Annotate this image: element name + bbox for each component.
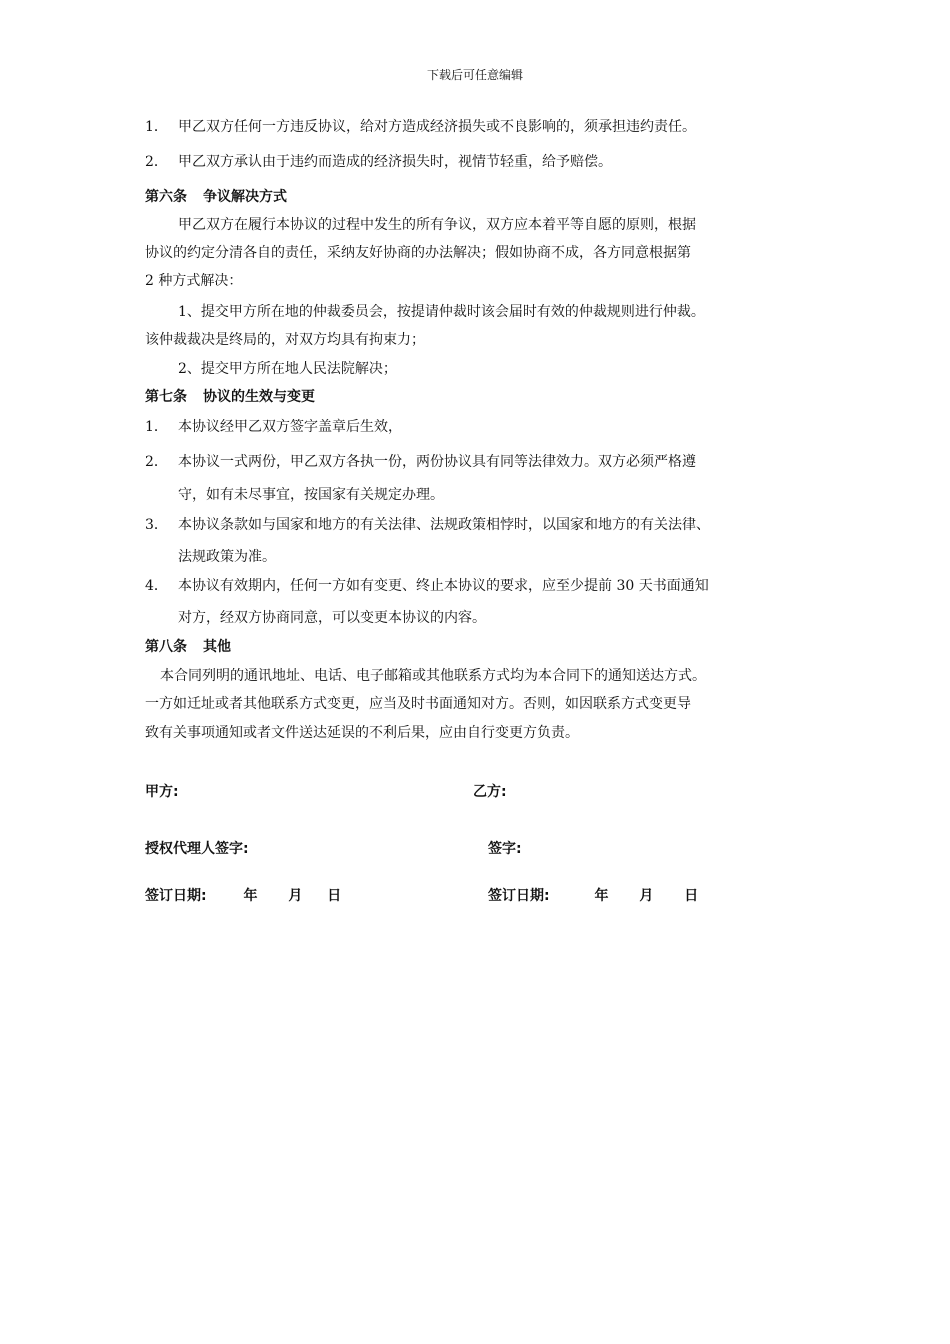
paragraph-line: 甲乙双方在履行本协议的过程中发生的所有争议，双方应本着平等自愿的原则，根据 <box>178 217 696 233</box>
item-number: 2． <box>145 454 168 470</box>
item-continuation: 守，如有未尽事宜，按国家有关规定办理。 <box>178 487 444 503</box>
year-label: 年 <box>594 888 609 904</box>
signature-label: 签字: <box>488 841 522 857</box>
section-title: 协议的生效与变更 <box>203 389 315 405</box>
paragraph-line: 协议的约定分清各自的责任，采纳友好协商的办法解决；假如协商不成，各方同意根据第 <box>145 245 691 261</box>
month-label: 月 <box>288 888 303 904</box>
item-text: 本协议有效期内，任何一方如有变更、终止本协议的要求，应至少提前 30 天书面通知 <box>178 578 709 594</box>
date-label: 签订日期: <box>488 888 550 904</box>
paragraph-line: 该仲裁裁决是终局的，对双方均具有拘束力； <box>145 332 425 348</box>
date-line-a <box>145 887 341 905</box>
section-number: 第六条 <box>145 189 187 205</box>
section-heading <box>145 638 231 656</box>
section-title: 争议解决方式 <box>203 189 287 205</box>
list-item <box>145 577 709 595</box>
list-item <box>145 516 710 534</box>
month-label: 月 <box>639 888 654 904</box>
list-item <box>145 418 402 436</box>
item-text: 本协议经甲乙双方签字盖章后生效， <box>178 419 402 435</box>
date-label: 签订日期: <box>145 888 207 904</box>
day-label: 日 <box>327 888 342 904</box>
item-number: 3． <box>145 517 168 533</box>
paragraph-line: 致有关事项通知或者文件送达延误的不利后果，应由自行变更方负责。 <box>145 725 579 741</box>
list-item <box>145 153 612 171</box>
item-text: 甲乙双方任何一方违反协议，给对方造成经济损失或不良影响的，须承担违约责任。 <box>178 119 696 135</box>
list-item <box>145 453 696 471</box>
item-text: 甲乙双方承认由于违约而造成的经济损失时，视情节轻重，给予赔偿。 <box>178 154 612 170</box>
agent-signature-label: 授权代理人签字: <box>145 841 249 857</box>
section-title: 其他 <box>203 639 231 655</box>
paragraph-line: 2、提交甲方所在地人民法院解决； <box>178 361 397 377</box>
item-number: 2． <box>145 154 168 170</box>
section-number: 第七条 <box>145 389 187 405</box>
year-label: 年 <box>243 888 258 904</box>
party-b-label: 乙方: <box>473 784 507 800</box>
party-a-label: 甲方: <box>145 784 179 800</box>
item-number: 1． <box>145 419 168 435</box>
list-item <box>145 118 696 136</box>
section-number: 第八条 <box>145 639 187 655</box>
paragraph-line: 本合同列明的通讯地址、电话、电子邮箱或其他联系方式均为本合同下的通知送达方式。 <box>160 668 706 684</box>
paragraph-line: 1、提交甲方所在地的仲裁委员会，按提请仲裁时该会届时有效的仲裁规则进行仲裁。 <box>178 304 705 320</box>
section-heading <box>145 188 287 206</box>
date-line-b <box>488 887 698 905</box>
paragraph-line: 一方如迁址或者其他联系方式变更，应当及时书面通知对方。否则，如因联系方式变更导 <box>145 696 691 712</box>
item-text: 本协议条款如与国家和地方的有关法律、法规政策相悖时，以国家和地方的有关法律、 <box>178 517 710 533</box>
header-note: 下载后可任意编辑 <box>426 68 523 82</box>
paragraph-line: 2 种方式解决： <box>145 273 243 289</box>
item-number: 1． <box>145 119 168 135</box>
item-text: 本协议一式两份，甲乙双方各执一份，两份协议具有同等法律效力。双方必须严格遵 <box>178 454 696 470</box>
item-number: 4． <box>145 578 168 594</box>
item-continuation: 对方，经双方协商同意，可以变更本协议的内容。 <box>178 610 486 626</box>
section-heading <box>145 388 315 406</box>
day-label: 日 <box>684 888 699 904</box>
item-continuation: 法规政策为准。 <box>178 549 276 565</box>
